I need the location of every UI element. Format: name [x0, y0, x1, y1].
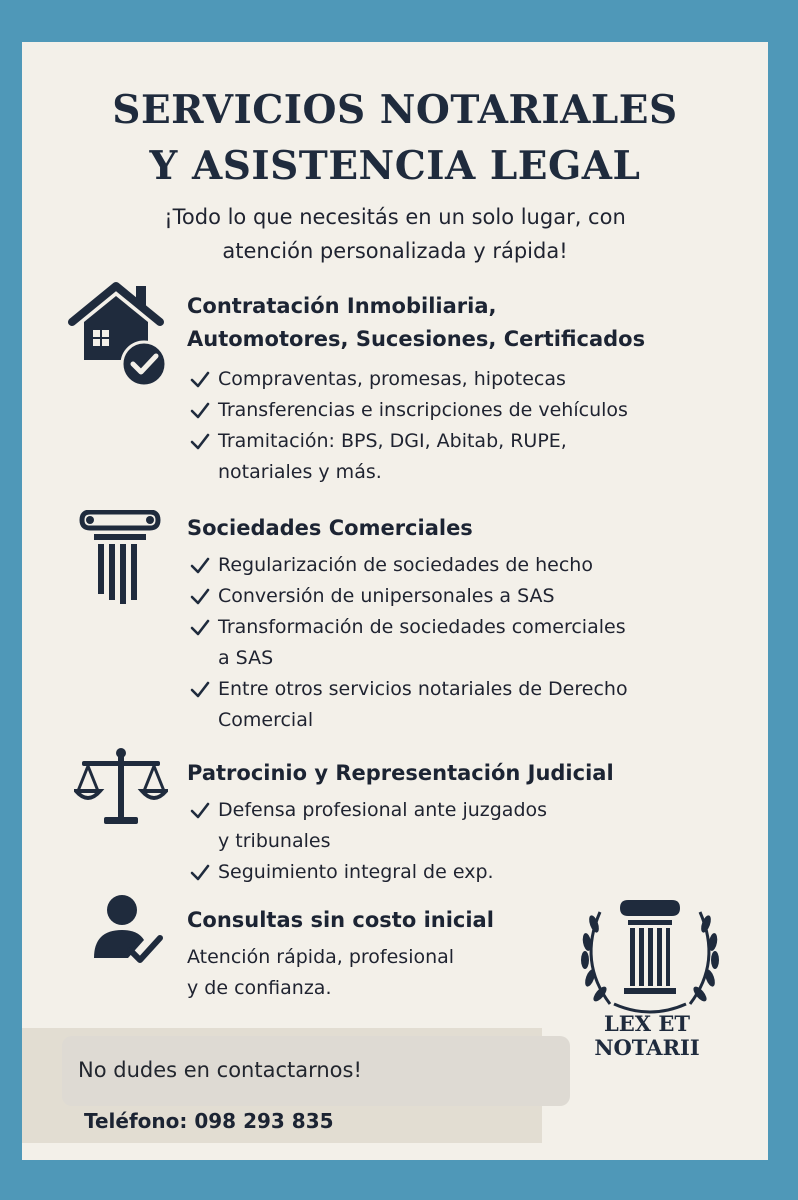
list-item [187, 674, 628, 736]
section-heading: Sociedades Comerciales [187, 516, 473, 540]
list-item [187, 550, 628, 581]
column-icon [78, 510, 162, 610]
checkmark-icon [190, 399, 210, 421]
section-heading: Consultas sin costo inicial [187, 908, 494, 932]
heading-line-2: Automotores, Sucesiones, Certificados [187, 327, 646, 351]
house-check-icon [68, 280, 168, 398]
checkmark-icon [190, 616, 210, 638]
logo-line-2: NOTARII [594, 1035, 700, 1060]
section-judicial [22, 757, 768, 902]
list-item-text: Regularización de sociedades de hecho [218, 554, 593, 576]
section-description [187, 942, 454, 1004]
scales-icon [74, 747, 168, 829]
list-item-text: Entre otros servicios notariales de Derecho [218, 678, 628, 700]
section-heading: Patrocinio y Representación Judicial [187, 761, 614, 785]
checkmark-icon [190, 799, 210, 821]
logo-line-1: LEX ET [603, 1011, 690, 1036]
checkmark-icon [190, 368, 210, 390]
list-item [187, 581, 628, 612]
checkmark-icon [190, 678, 210, 700]
list-item-text: Defensa profesional ante juzgados [218, 799, 548, 821]
title-line-2: Y ASISTENCIA LEGAL [149, 143, 641, 189]
logo-text [542, 1012, 752, 1060]
checkmark-icon [190, 861, 210, 883]
page-title [22, 82, 768, 194]
list-item-text-continued: Comercial [218, 709, 314, 731]
section-heading [187, 290, 645, 356]
title-line-1: SERVICIOS NOTARIALES [112, 87, 678, 133]
section-real-estate [22, 288, 768, 498]
checkmark-icon [190, 430, 210, 452]
phone-number[interactable]: Teléfono: 098 293 835 [84, 1109, 334, 1133]
tagline-line-2: atención personalizada y rápida! [222, 239, 568, 263]
list-item [187, 857, 547, 888]
description-line-2: y de confianza. [187, 977, 332, 999]
list-item-text: Tramitación: BPS, DGI, Abitab, RUPE, [218, 430, 567, 452]
checkmark-icon [190, 554, 210, 576]
service-list [187, 364, 628, 488]
checkmark-icon [190, 585, 210, 607]
list-item [187, 364, 628, 395]
section-companies [22, 512, 768, 752]
heading-line-1: Contratación Inmobiliaria, [187, 294, 497, 318]
list-item-text-continued: a SAS [218, 647, 274, 669]
tagline-line-1: ¡Todo lo que necesitás en un solo lugar, con [164, 205, 626, 229]
flyer [22, 42, 768, 1160]
list-item [187, 612, 628, 674]
tagline [62, 200, 728, 268]
list-item-text: Seguimiento integral de exp. [218, 861, 494, 883]
list-item-text: Transferencias e inscripciones de vehículos [218, 399, 628, 421]
list-item-text-continued: y tribunales [218, 830, 331, 852]
list-item [187, 426, 628, 488]
person-check-icon [88, 894, 168, 970]
list-item-text: Compraventas, promesas, hipotecas [218, 368, 566, 390]
list-item [187, 795, 547, 857]
contact-message: No dudes en contactarnos! [78, 1058, 362, 1082]
service-list [187, 795, 547, 888]
service-list [187, 550, 628, 736]
description-line-1: Atención rápida, profesional [187, 946, 455, 968]
list-item-text: Conversión de unipersonales a SAS [218, 585, 555, 607]
list-item [187, 395, 628, 426]
list-item-text: Transformación de sociedades comerciales [218, 616, 626, 638]
list-item-text-continued: notariales y más. [218, 461, 382, 483]
